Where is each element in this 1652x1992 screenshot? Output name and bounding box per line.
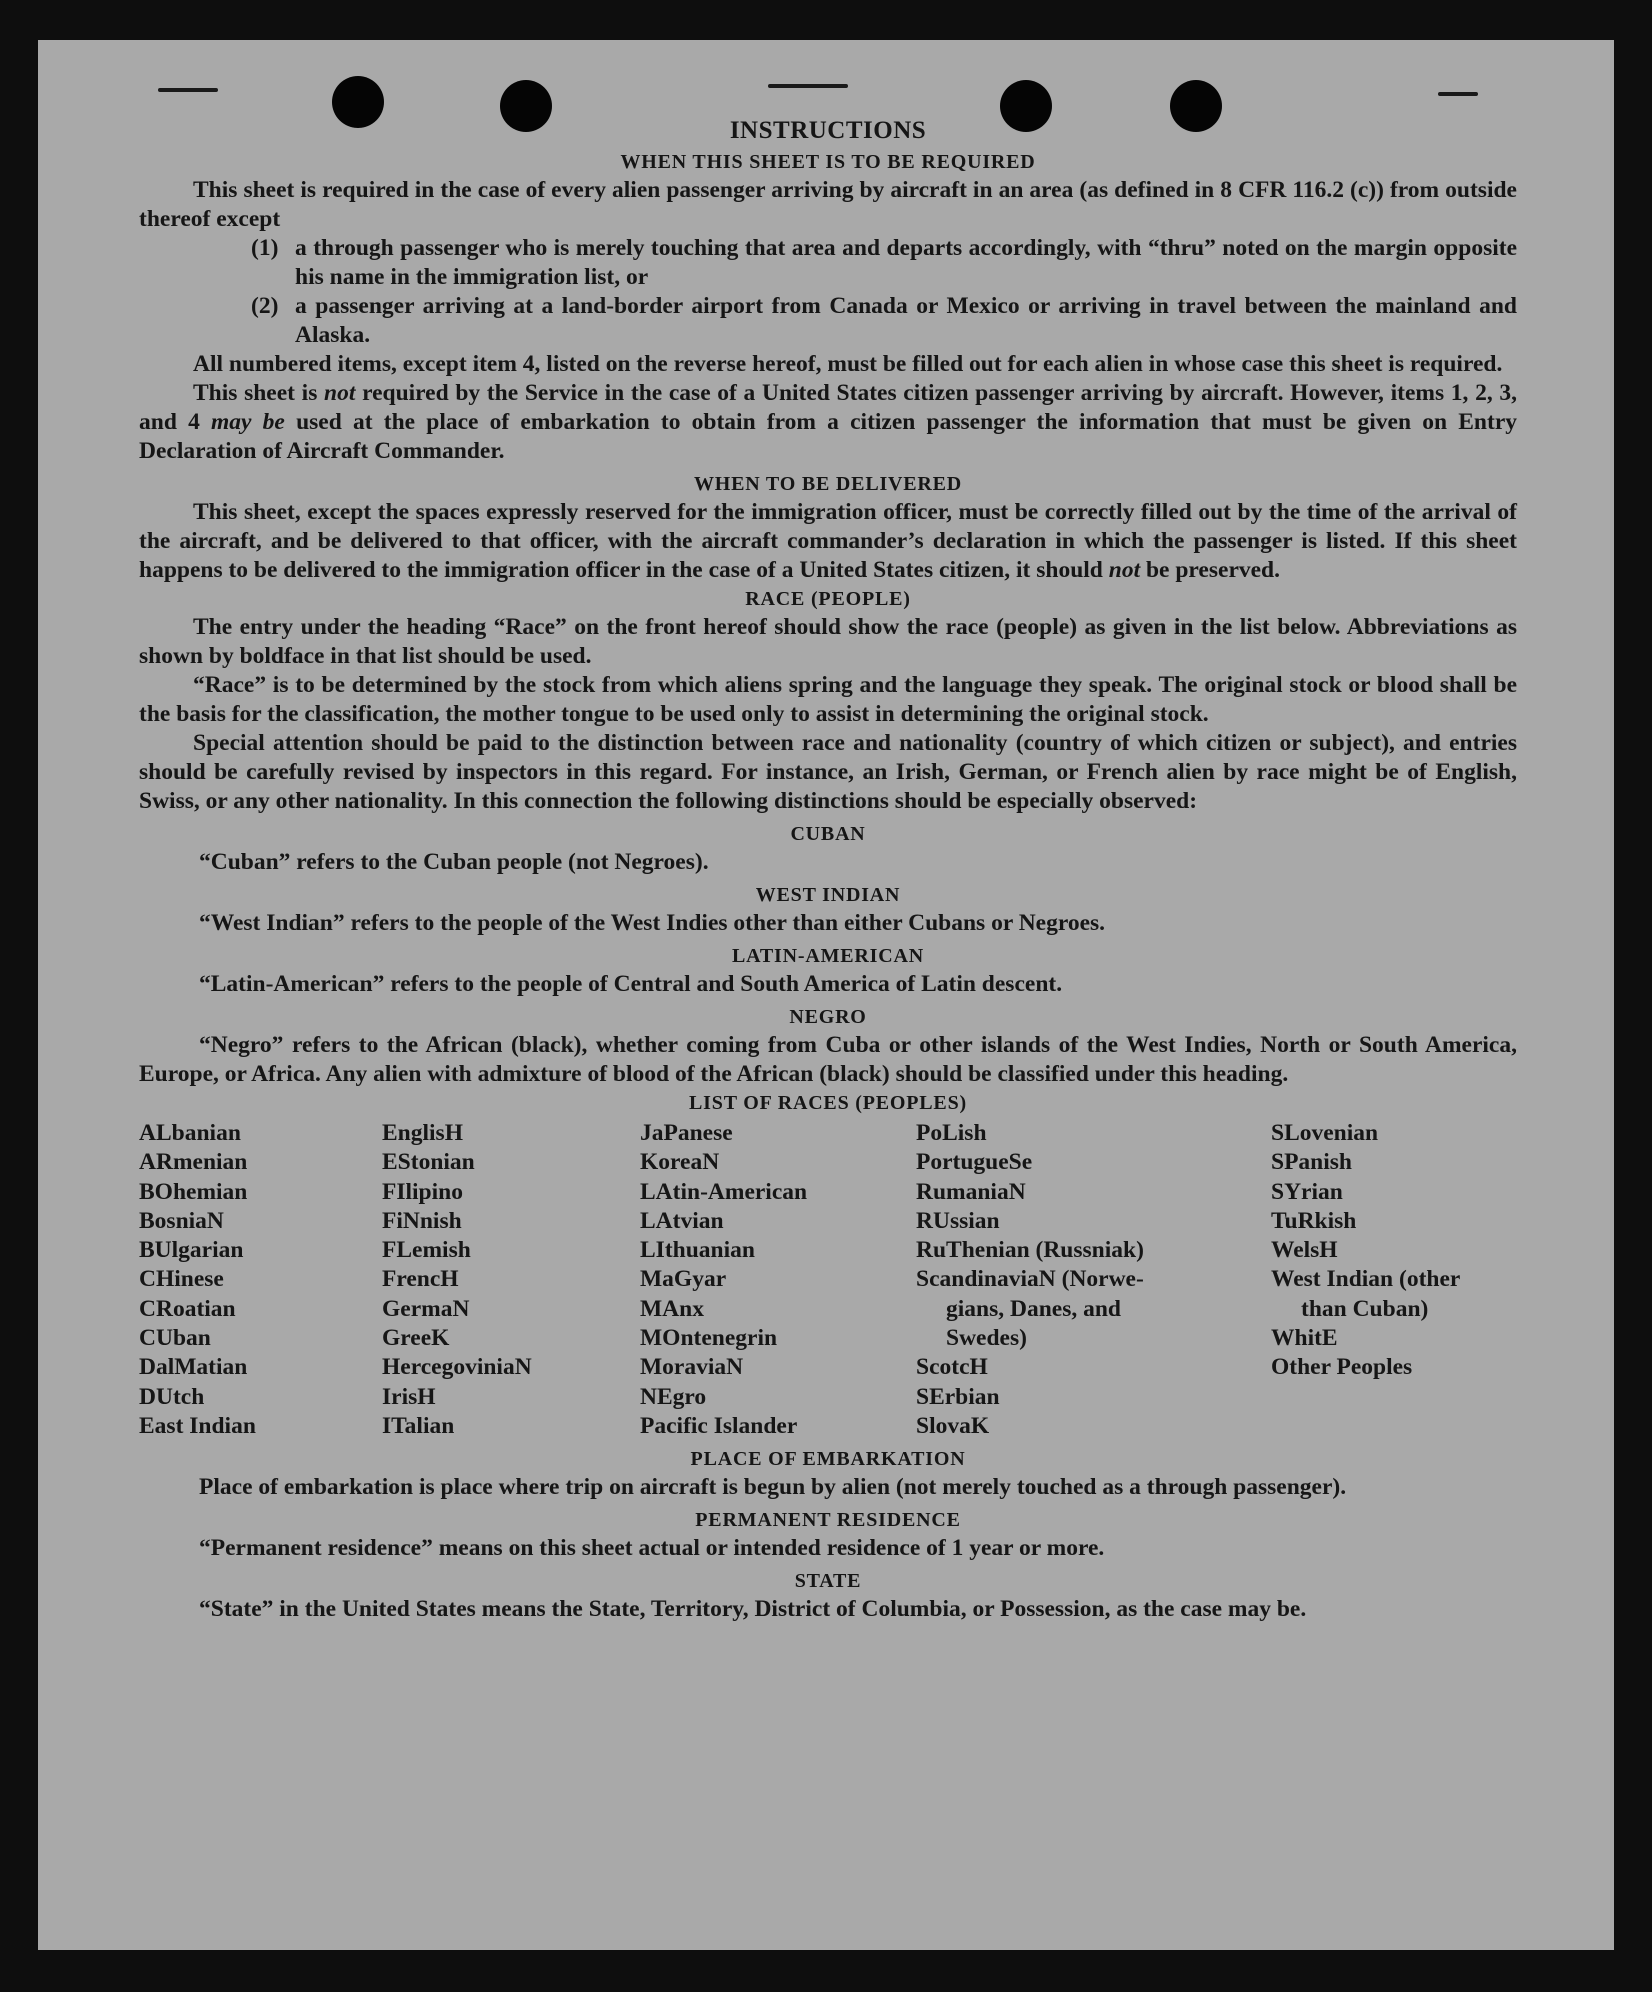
- race-item: ITalian: [382, 1412, 455, 1439]
- race-item: RuThenian (Russniak): [916, 1237, 1144, 1264]
- race-list: [139, 1119, 1517, 1441]
- emphasis: not: [1108, 557, 1141, 583]
- race-item: ScotcH: [916, 1354, 988, 1381]
- section-heading: PERMANENT RESIDENCE: [695, 1509, 961, 1532]
- list-item: [139, 292, 1517, 350]
- race-item: RUssian: [916, 1207, 1000, 1234]
- race-column: [916, 1119, 1271, 1441]
- edge-mark: [768, 84, 848, 88]
- paragraph: [139, 498, 1517, 585]
- paragraph: [139, 379, 1517, 466]
- race-item: WhitE: [1271, 1325, 1338, 1352]
- list-item-text: a through passenger who is merely touching that area and departs accordingly, with “thru” noted on the margin opposite his name in the immigration list, or: [295, 235, 1517, 290]
- race-item: FiNnish: [382, 1207, 462, 1234]
- document-sheet: [38, 40, 1614, 1950]
- section-heading: STATE: [794, 1570, 862, 1593]
- section-heading: WEST INDIAN: [755, 884, 901, 906]
- paragraph: “Cuban” refers to the Cuban people (not Negroes).: [199, 849, 709, 875]
- race-item: DUtch: [139, 1383, 205, 1410]
- race-item: SYrian: [1271, 1178, 1343, 1205]
- race-item: Other Peoples: [1271, 1354, 1413, 1381]
- paragraph: Place of embarkation is place where trip on aircraft is begun by alien (not merely touched as a through passenger).: [199, 1474, 1347, 1501]
- race-item: MOntenegrin: [640, 1325, 778, 1352]
- paragraph: “State” in the United States means the State, Territory, District of Columbia, or Possession, as the case may be.: [199, 1596, 1307, 1623]
- race-item: SlovaK: [916, 1412, 990, 1439]
- race-item: Swedes): [946, 1325, 1027, 1352]
- section-heading: NEGRO: [789, 1006, 867, 1028]
- emphasis: not: [324, 380, 356, 406]
- race-item: IrisH: [382, 1383, 436, 1410]
- edge-mark: [1438, 92, 1478, 96]
- list-item: [139, 234, 1517, 292]
- list-item-number: (2): [251, 293, 279, 319]
- paragraph: “Permanent residence” means on this sheet actual or intended residence of 1 year or more.: [199, 1535, 1105, 1562]
- race-item: ALbanian: [139, 1120, 241, 1146]
- race-item: gians, Danes, and: [946, 1295, 1121, 1322]
- race-item: NEgro: [640, 1383, 707, 1410]
- race-item: RumaniaN: [916, 1178, 1026, 1205]
- race-item: West Indian (other: [1271, 1266, 1461, 1293]
- race-item: HercegoviniaN: [382, 1354, 532, 1381]
- race-item: ScandinaviaN (Norwe-: [916, 1266, 1144, 1293]
- race-item: EStonian: [382, 1149, 475, 1176]
- race-item: MaGyar: [640, 1266, 727, 1293]
- race-item: BosniaN: [139, 1207, 224, 1234]
- race-column: [382, 1119, 640, 1441]
- section-heading: WHEN THIS SHEET IS TO BE REQUIRED: [620, 151, 1036, 173]
- race-item: CHinese: [139, 1266, 224, 1293]
- race-item: FLemish: [382, 1237, 471, 1264]
- race-item: MAnx: [640, 1295, 704, 1322]
- race-item: WelsH: [1271, 1237, 1338, 1264]
- race-item: JaPanese: [640, 1120, 733, 1146]
- race-item: East Indian: [139, 1412, 256, 1439]
- list-item-number: (1): [251, 235, 279, 261]
- race-item: BOhemian: [139, 1178, 248, 1205]
- text-run: be preserved.: [1140, 557, 1280, 583]
- text-run: This sheet is: [193, 380, 325, 406]
- race-item: LIthuanian: [640, 1237, 755, 1264]
- paragraph: “West Indian” refers to the people of the West Indies other than either Cubans or Negroes.: [199, 910, 1106, 936]
- race-column: [1271, 1119, 1517, 1441]
- race-item: CRoatian: [139, 1295, 236, 1322]
- instructions-content: [139, 116, 1517, 1624]
- section-heading: LIST OF RACES (PEOPLES): [689, 1092, 967, 1114]
- section-heading: WHEN TO BE DELIVERED: [693, 473, 963, 495]
- race-item: EnglisH: [382, 1120, 463, 1146]
- race-item: MoraviaN: [640, 1354, 744, 1381]
- race-item: PoLish: [916, 1120, 987, 1146]
- race-column: [139, 1119, 382, 1441]
- race-item: PortugueSe: [916, 1149, 1033, 1176]
- race-item: SPanish: [1271, 1149, 1352, 1176]
- text-run: used at the place of embarkation to obtain from a citizen passenger the information that must be given on Entry Declaration of Aircraft Commander.: [139, 409, 1518, 464]
- race-item: FrencH: [382, 1266, 459, 1293]
- emphasis: may be: [211, 409, 285, 435]
- race-item: Pacific Islander: [640, 1412, 798, 1439]
- race-item: GermaN: [382, 1295, 470, 1322]
- section-heading: PLACE OF EMBARKATION: [690, 1448, 966, 1471]
- race-item: FIlipino: [382, 1178, 463, 1205]
- race-item: LAtin-American: [640, 1178, 808, 1205]
- paragraph: All numbered items, except item 4, listed on the reverse hereof, must be filled out for each alien in whose case this sheet is required.: [193, 351, 1503, 377]
- section-heading: CUBAN: [790, 823, 866, 845]
- paragraph: Special attention should be paid to the distinction between race and nationality (country of which citizen or subject), and entries should be carefully revised by inspectors in this regard. For instance, an Irish, German, or French alien by race might be of English, Swiss, or any other nationality. In this connection the following distinctions should be especially observed:: [139, 730, 1517, 814]
- race-item: KoreaN: [640, 1149, 720, 1176]
- race-item: DalMatian: [139, 1354, 248, 1381]
- race-item: TuRkish: [1271, 1207, 1357, 1234]
- paragraph: The entry under the heading “Race” on the front hereof should show the race (people) as given in the list below. Abbreviations as shown by boldface in that list should be used.: [139, 614, 1517, 669]
- paragraph: This sheet is required in the case of every alien passenger arriving by aircraft in an area (as defined in 8 CFR 116.2 (c)) from outside thereof except: [139, 177, 1517, 232]
- race-item: SErbian: [916, 1383, 1000, 1410]
- section-heading: LATIN-AMERICAN: [732, 945, 924, 967]
- race-item: SLovenian: [1271, 1120, 1379, 1146]
- race-item: BUlgarian: [139, 1237, 244, 1264]
- paragraph: “Negro” refers to the African (black), whether coming from Cuba or other islands of the West Indies, North or South America, Europe, or Africa. Any alien with admixture of blood of the African (black) should be classified under this heading.: [139, 1032, 1517, 1087]
- paragraph: “Race” is to be determined by the stock from which aliens spring and the language they speak. The original stock or blood shall be the basis for the classification, the mother tongue to be used only to assist in determining the original stock.: [139, 672, 1517, 727]
- list-item-text: a passenger arriving at a land-border airport from Canada or Mexico or arriving in travel between the mainland and Alaska.: [295, 293, 1517, 348]
- text-run: required by the Service in the case of a United States citizen passenger arriving by aircraft. However, items 1, 2, 3, and 4: [139, 380, 1518, 435]
- race-item: LAtvian: [640, 1207, 724, 1234]
- page-title: INSTRUCTIONS: [729, 117, 927, 144]
- text-run: This sheet, except the spaces expressly reserved for the immigration officer, must be correctly filled out by the time of the arrival of the aircraft, and be delivered to that officer, with the aircraft commander’s declaration in which the passenger is listed. If this sheet happens to be delivered to the immigration officer in the case of a United States citizen, it should: [139, 499, 1517, 583]
- paragraph: “Latin-American” refers to the people of Central and South America of Latin descent.: [199, 971, 1063, 997]
- race-item: CUban: [139, 1325, 211, 1352]
- edge-mark: [158, 88, 218, 92]
- race-item: GreeK: [382, 1325, 450, 1352]
- race-item: ARmenian: [139, 1149, 248, 1176]
- race-item: than Cuban): [1301, 1295, 1429, 1322]
- section-heading: RACE (PEOPLE): [745, 588, 911, 610]
- race-column: [640, 1119, 916, 1441]
